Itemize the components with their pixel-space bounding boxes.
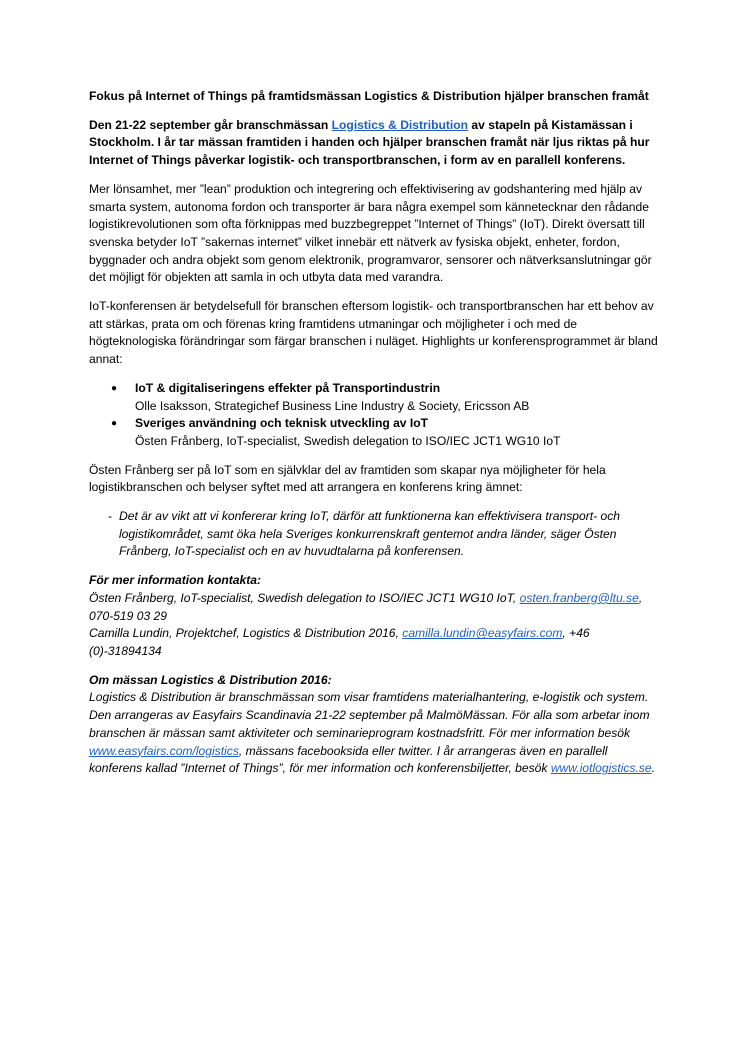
contact-section [89, 572, 659, 661]
paragraph-iot-intro: Mer lönsamhet, mer ”lean” produktion och integrering och effektivisering av godshantering med hjälp av smarta system, autonoma fordon och transporter är bara några exempel som kännetecknar den rådande logistikrevolutionen som ofta förknippas med buzzbegreppet ”Internet of Things” (IoT). Direkt översatt till svenska betyder IoT ”sakernas internet” vilket innebär ett nätverk av fysiska objekt, enheter, fordon, byggnader och andra objekt som genom elektronik, programvaror, sensorer och nätverksanslutningar gör det möjligt för objekten att samla in och utbyta data med varandra. [89, 181, 652, 285]
quote-block [89, 508, 659, 561]
paragraph-conference: IoT-konferensen är betydelsefull för branschen eftersom logistik- och transportbranschen har ett behov av att stärkas, prata om och förenas kring framtidens utmaningar och möjligheter i och med de högteknologiska förändringar som färgar branschen i nuläget. Highlights ur konferensprogrammet är bland annat: [89, 299, 658, 367]
lead-text-before: Den 21-22 september går branschmässan [89, 117, 332, 132]
about-text [89, 689, 659, 778]
easyfairs-link[interactable]: www.easyfairs.com/logistics [89, 743, 239, 758]
contact-name: Camilla Lundin, Projektchef, Logistics & Distribution 2016, [89, 626, 403, 641]
contact-phone: , 070-519 03 29 [89, 590, 643, 623]
quote-text: Det är av vikt att vi konfererar kring IoT, därför att funktionerna kan effektivisera transport- och logistikområdet, samt öka hela Sveriges konkurrenskraft gentemot andra länder, säger Östen Frånberg, IoT-specialist och en av huvudtalarna på konferensen. [119, 509, 620, 559]
iotlogistics-link[interactable]: www.iotlogistics.se [550, 761, 652, 776]
lead-text-after: av stapeln på Kistamässan i Stockholm. I år tar mässan framtiden i handen och hjälper branschen framåt när ljus riktas på hur Internet of Things påverkar logistik- och transportbranschen, i form av en parallell konferens. [89, 117, 650, 168]
email-link-franberg[interactable]: osten.franberg@ltu.se [519, 590, 639, 605]
bullet-icon: ● [111, 382, 118, 394]
highlights-list [89, 380, 659, 451]
contact-line-franberg [89, 590, 659, 625]
highlight-speaker: Östen Frånberg, IoT-specialist, Swedish delegation to ISO/IEC JCT1 WG10 IoT [135, 433, 561, 448]
about-text-part: , mässans facebooksida eller twitter. I år arrangeras även en parallell konferens kallad ”Internet of Things”, för mer information och konferensbiljetter, besök [89, 743, 608, 776]
about-text-part: Logistics & Distribution är branschmässan som visar framtidens materialhantering, e-logistik och system. Den arrangeras av Easyfairs Scandinavia 21-22 september på MalmöMässan. För alla som arbetar inom branschen är mässan samt aktiviteter och seminarieprogram kostnadsfritt. För mer information besök [89, 690, 650, 740]
about-text-part: . [651, 761, 655, 776]
contact-line-lundin [89, 625, 659, 660]
email-link-lundin[interactable]: camilla.lundin@easyfairs.com [402, 626, 563, 641]
about-section [89, 672, 659, 778]
highlight-title: Sveriges användning och teknisk utveckling av IoT [135, 416, 429, 431]
lead-paragraph [89, 117, 659, 170]
contact-heading: För mer information kontakta: [89, 573, 262, 588]
about-heading: Om mässan Logistics & Distribution 2016: [89, 672, 332, 687]
list-item [111, 380, 659, 415]
contact-name: Östen Frånberg, IoT-specialist, Swedish delegation to ISO/IEC JCT1 WG10 IoT, [89, 590, 520, 605]
logistics-distribution-link[interactable]: Logistics & Distribution [331, 117, 469, 132]
quote-dash: - [108, 509, 113, 524]
bullet-icon: ● [111, 418, 118, 430]
paragraph-franberg: Östen Frånberg ser på IoT som en självklar del av framtiden som skapar nya möjligheter för hela logistikbranschen och belyser syftet med att arrangera en konferens kring ämnet: [89, 462, 606, 495]
document-title: Fokus på Internet of Things på framtidsmässan Logistics & Distribution hjälper branschen framåt [89, 89, 649, 103]
list-item [111, 415, 659, 450]
contact-phone: , +46 (0)-31894134 [89, 626, 590, 658]
document-page [89, 88, 659, 778]
highlight-title: IoT & digitaliseringens effekter på Transportindustrin [135, 380, 441, 395]
highlight-speaker: Olle Isaksson, Strategichef Business Line Industry & Society, Ericsson AB [135, 398, 530, 413]
